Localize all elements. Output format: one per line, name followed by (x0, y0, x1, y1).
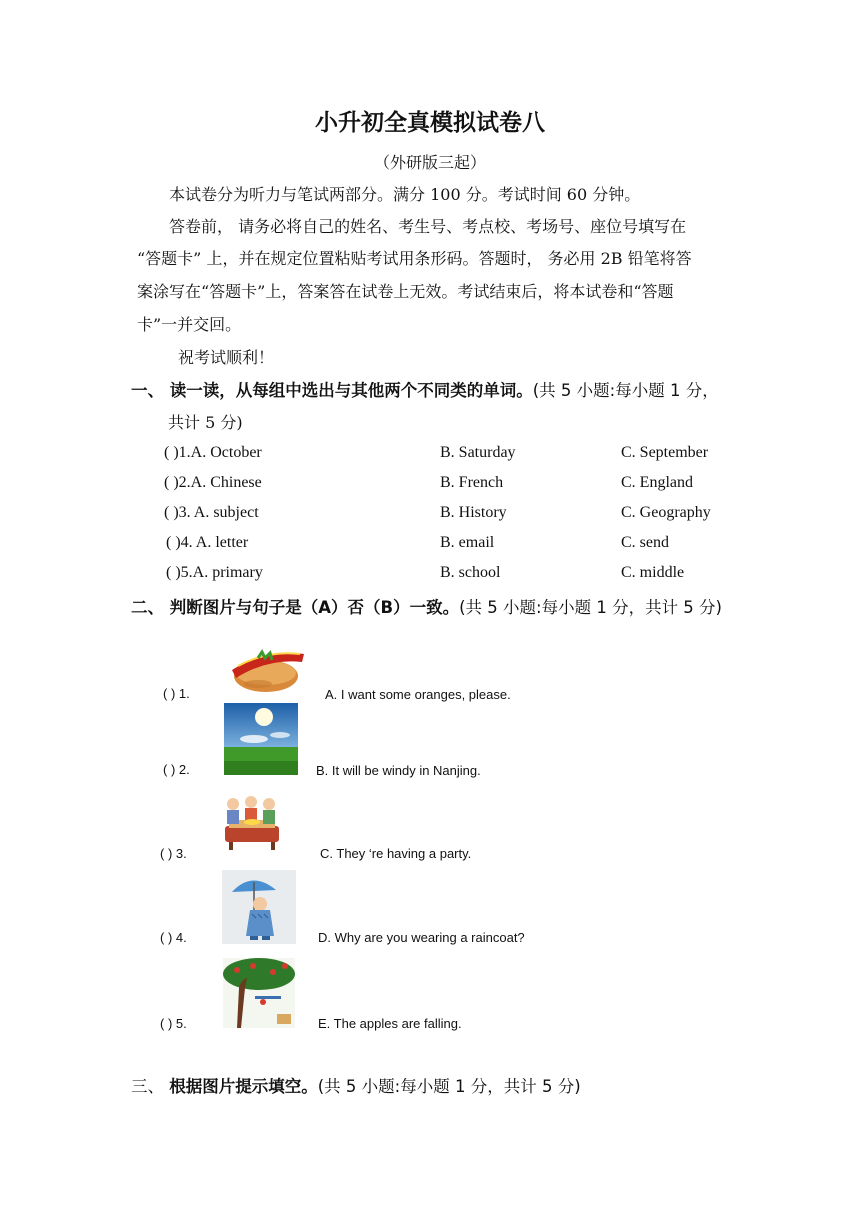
raincoat-umbrella-picture (222, 870, 296, 944)
s2-sentence-c: C. They ‘re having a party. (320, 846, 472, 861)
intro-wish: 祝考试顺利！ (178, 348, 275, 367)
s1-q3-option-a: ( )3. A. subject (164, 504, 259, 521)
s1-q5-option-b: B. school (440, 564, 501, 581)
s1-q2-option-b: B. French (440, 474, 504, 491)
intro-line-2: 答卷前， 请务必将自己的姓名、考生号、考点校、考场号、座位号填写在 (169, 217, 687, 236)
sunny-field-picture (224, 703, 298, 775)
s1-q5-option-c: C. middle (621, 564, 685, 581)
section-3-heading-number: 三、 (131, 1077, 164, 1096)
s2-sentence-a: A. I want some oranges, please. (325, 687, 511, 702)
hotdog-picture (228, 636, 306, 698)
section-2-heading-bold: 二、 判断图片与句子是（A）否（B）一致。 (131, 598, 460, 617)
s1-q2-option-c: C. England (621, 474, 693, 491)
section-3-heading-bold: 根据图片提示填空。 (169, 1077, 318, 1096)
intro-line-5: 卡”一并交回。 (137, 315, 242, 334)
section-3-heading (131, 1073, 581, 1097)
s1-q4-option-b: B. email (440, 534, 495, 551)
s1-q4-option-a: ( )4. A. letter (166, 534, 249, 551)
s1-q1-option-c: C. September (621, 444, 709, 461)
section-2-heading (131, 594, 722, 618)
s2-item-2-number: ( ) 2. (163, 762, 190, 777)
s2-item-3-number: ( ) 3. (160, 846, 187, 861)
s1-q2-option-a: ( )2.A. Chinese (164, 474, 262, 491)
s2-sentence-e: E. The apples are falling. (318, 1016, 462, 1031)
intro-line-4: 案涂写在“答题卡”上，答案答在试卷上无效。考试结束后，将本试卷和“答题 (137, 282, 674, 301)
s1-q4-option-c: C. send (621, 534, 669, 551)
page-title: 小升初全真模拟试卷八 (315, 110, 545, 136)
intro-line-1: 本试卷分为听力与笔试两部分。满分 100 分。考试时间 60 分钟。 (169, 185, 641, 204)
section-1-heading-score: (共 5 小题:每小题 1 分， (532, 381, 719, 400)
section-1-heading-bold: 一、 读一读，从每组中选出与其他两个不同类的单词。 (131, 381, 533, 400)
page-subtitle: （外研版三起） (373, 153, 486, 172)
s1-q1-option-b: B. Saturday (440, 444, 516, 461)
section-3-heading-score: (共 5 小题:每小题 1 分，共计 5 分) (317, 1077, 581, 1096)
s1-q1-option-a: ( )1.A. October (164, 444, 262, 461)
s2-item-1-number: ( ) 1. (163, 686, 190, 701)
s2-sentence-d: D. Why are you wearing a raincoat? (318, 930, 525, 945)
s1-q3-option-c: C. Geography (621, 504, 711, 521)
family-dinner-picture (219, 792, 285, 850)
s1-q3-option-b: B. History (440, 504, 507, 521)
section-1-heading-line-2: 共计 5 分) (168, 413, 243, 432)
s2-item-4-number: ( ) 4. (160, 930, 187, 945)
section-1-heading (131, 377, 719, 401)
intro-line-3: “答题卡” 上，并在规定位置粘贴考试用条形码。答题时， 务必用 2B 铅笔将答 (137, 249, 692, 268)
apple-tree-picture (223, 958, 295, 1028)
s2-sentence-b: B. It will be windy in Nanjing. (316, 763, 481, 778)
s1-q5-option-a: ( )5.A. primary (166, 564, 263, 581)
s2-item-5-number: ( ) 5. (160, 1016, 187, 1031)
section-2-heading-score: (共 5 小题:每小题 1 分，共计 5 分) (459, 598, 722, 617)
